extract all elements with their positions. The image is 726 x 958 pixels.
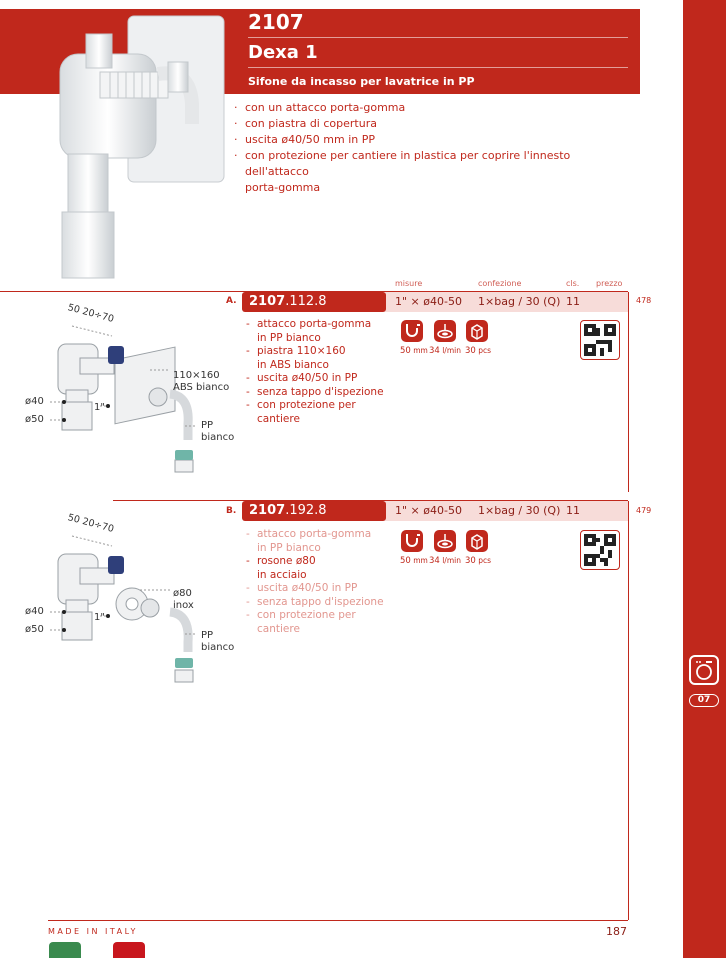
variant-feature-list — [246, 528, 396, 636]
footer-divider — [48, 920, 628, 921]
rosette-size-label: ø80 — [173, 588, 192, 599]
icon-caption — [429, 556, 461, 566]
reference-number: 479 — [636, 506, 652, 515]
feature-item-cont: cantiere — [257, 622, 300, 635]
icon-caption — [465, 346, 491, 356]
icon-unit: mm — [413, 346, 428, 355]
code-suffix: .112.8 — [285, 294, 327, 309]
made-in-italy-label: MADE IN ITALY — [48, 927, 138, 936]
intro-feature: · con protezione per cantiere in plastica per coprire l'innesto dell'attacco — [234, 148, 634, 180]
qr-code[interactable] — [580, 320, 620, 360]
package-icon — [466, 530, 488, 552]
intro-feature: · con un attacco porta-gomma — [234, 100, 634, 116]
product-name: Dexa 1 — [248, 42, 318, 63]
header-divider — [248, 37, 628, 38]
siphon-icon — [401, 530, 423, 552]
icon-unit: pcs — [478, 346, 492, 355]
intro-feature-list — [234, 100, 634, 196]
intro-feature: · con piastra di copertura — [234, 116, 634, 132]
intro-feature-continuation: porta-gomma — [245, 181, 321, 194]
icon-value: 50 — [400, 556, 411, 566]
variant-confezione: 1×bag / 30 (Q) — [478, 504, 561, 517]
variant-cls: 11 — [566, 504, 580, 517]
feature-item: - rosone ø80 — [246, 555, 396, 569]
technical-drawing — [20, 512, 235, 690]
icon-unit: l/min — [442, 346, 461, 355]
product-code: 2107 — [248, 10, 304, 34]
feature-item-cont: in ABS bianco — [257, 358, 329, 371]
qr-code[interactable] — [580, 530, 620, 570]
variant-misure: 1" × ø40-50 — [395, 504, 462, 517]
icon-caption — [400, 556, 428, 566]
feature-item-cont: cantiere — [257, 412, 300, 425]
variant-letter: A. — [226, 296, 237, 306]
right-rule — [628, 501, 629, 920]
rosette-material-label: inox — [173, 600, 194, 611]
feature-item: - senza tappo d'ispezione — [246, 386, 396, 400]
column-header-misure: misure — [395, 279, 423, 288]
feature-item: - uscita ø40/50 in PP — [246, 372, 396, 386]
icon-caption — [465, 556, 491, 566]
hose-material-label: PP — [201, 630, 214, 641]
variant-feature-list — [246, 318, 396, 426]
plate-size-label: 110×160 — [173, 370, 220, 381]
page-number: 187 — [606, 925, 627, 938]
hose-color-label: bianco — [201, 642, 235, 653]
chapter-side-band — [683, 0, 726, 958]
variant-code — [242, 292, 386, 312]
feature-item: - con protezione per — [246, 399, 396, 413]
diameter-40-label: ø40 — [25, 396, 44, 407]
column-header-prezzo: prezzo — [596, 279, 623, 288]
variant-cls: 11 — [566, 295, 580, 308]
flag-green-block — [49, 942, 81, 958]
right-rule — [628, 292, 629, 492]
diameter-40-label: ø40 — [25, 606, 44, 617]
icon-unit: l/min — [442, 556, 461, 565]
hose-color-label: bianco — [201, 432, 235, 443]
variant-misure: 1" × ø40-50 — [395, 295, 462, 308]
reference-number: 478 — [636, 296, 652, 305]
code-suffix: .192.8 — [285, 503, 327, 518]
feature-item-cont: in PP bianco — [257, 331, 321, 344]
diameter-50-label: ø50 — [25, 414, 44, 425]
variant-confezione: 1×bag / 30 (Q) — [478, 295, 561, 308]
feature-item-cont: in PP bianco — [257, 541, 321, 554]
feature-item: - attacco porta-gomma — [246, 528, 396, 542]
drawing-dimensions: 50 20÷70 — [66, 302, 115, 325]
icon-value: 34 — [429, 556, 440, 566]
icon-caption — [429, 346, 461, 356]
product-photo — [40, 14, 230, 280]
code-main: 2107 — [249, 294, 286, 309]
icon-value: 30 — [465, 556, 476, 566]
icon-value: 34 — [429, 346, 440, 356]
feature-item: - con protezione per — [246, 609, 396, 623]
washing-machine-icon — [689, 655, 719, 685]
icon-value: 30 — [465, 346, 476, 356]
product-subtitle: Sifone da incasso per lavatrice in PP — [248, 75, 475, 88]
intro-feature: · uscita ø40/50 mm in PP — [234, 132, 634, 148]
flow-rate-icon — [434, 320, 456, 342]
package-icon — [466, 320, 488, 342]
thread-label: 1" — [94, 612, 105, 623]
icon-value: 50 — [400, 346, 411, 356]
code-main: 2107 — [249, 503, 286, 518]
flag-red-block — [113, 942, 145, 958]
feature-item: - senza tappo d'ispezione — [246, 596, 396, 610]
icon-unit: pcs — [478, 556, 492, 565]
hose-material-label: PP — [201, 420, 214, 431]
chapter-number: 07 — [689, 694, 719, 707]
column-header-confezione: confezione — [478, 279, 522, 288]
icon-unit: mm — [413, 556, 428, 565]
header-divider — [248, 67, 628, 68]
variant-letter: B. — [226, 506, 237, 516]
thread-label: 1" — [94, 402, 105, 413]
drawing-dimensions: 50 20÷70 — [66, 512, 115, 535]
feature-item: - uscita ø40/50 in PP — [246, 582, 396, 596]
siphon-icon — [401, 320, 423, 342]
feature-item-cont: in acciaio — [257, 568, 307, 581]
column-header-cls: cls. — [566, 279, 580, 288]
feature-item: - piastra 110×160 — [246, 345, 396, 359]
plate-material-label: ABS bianco — [173, 382, 230, 393]
variant-code — [242, 501, 386, 521]
diameter-50-label: ø50 — [25, 624, 44, 635]
flow-rate-icon — [434, 530, 456, 552]
icon-caption — [400, 346, 428, 356]
feature-item: - attacco porta-gomma — [246, 318, 396, 332]
